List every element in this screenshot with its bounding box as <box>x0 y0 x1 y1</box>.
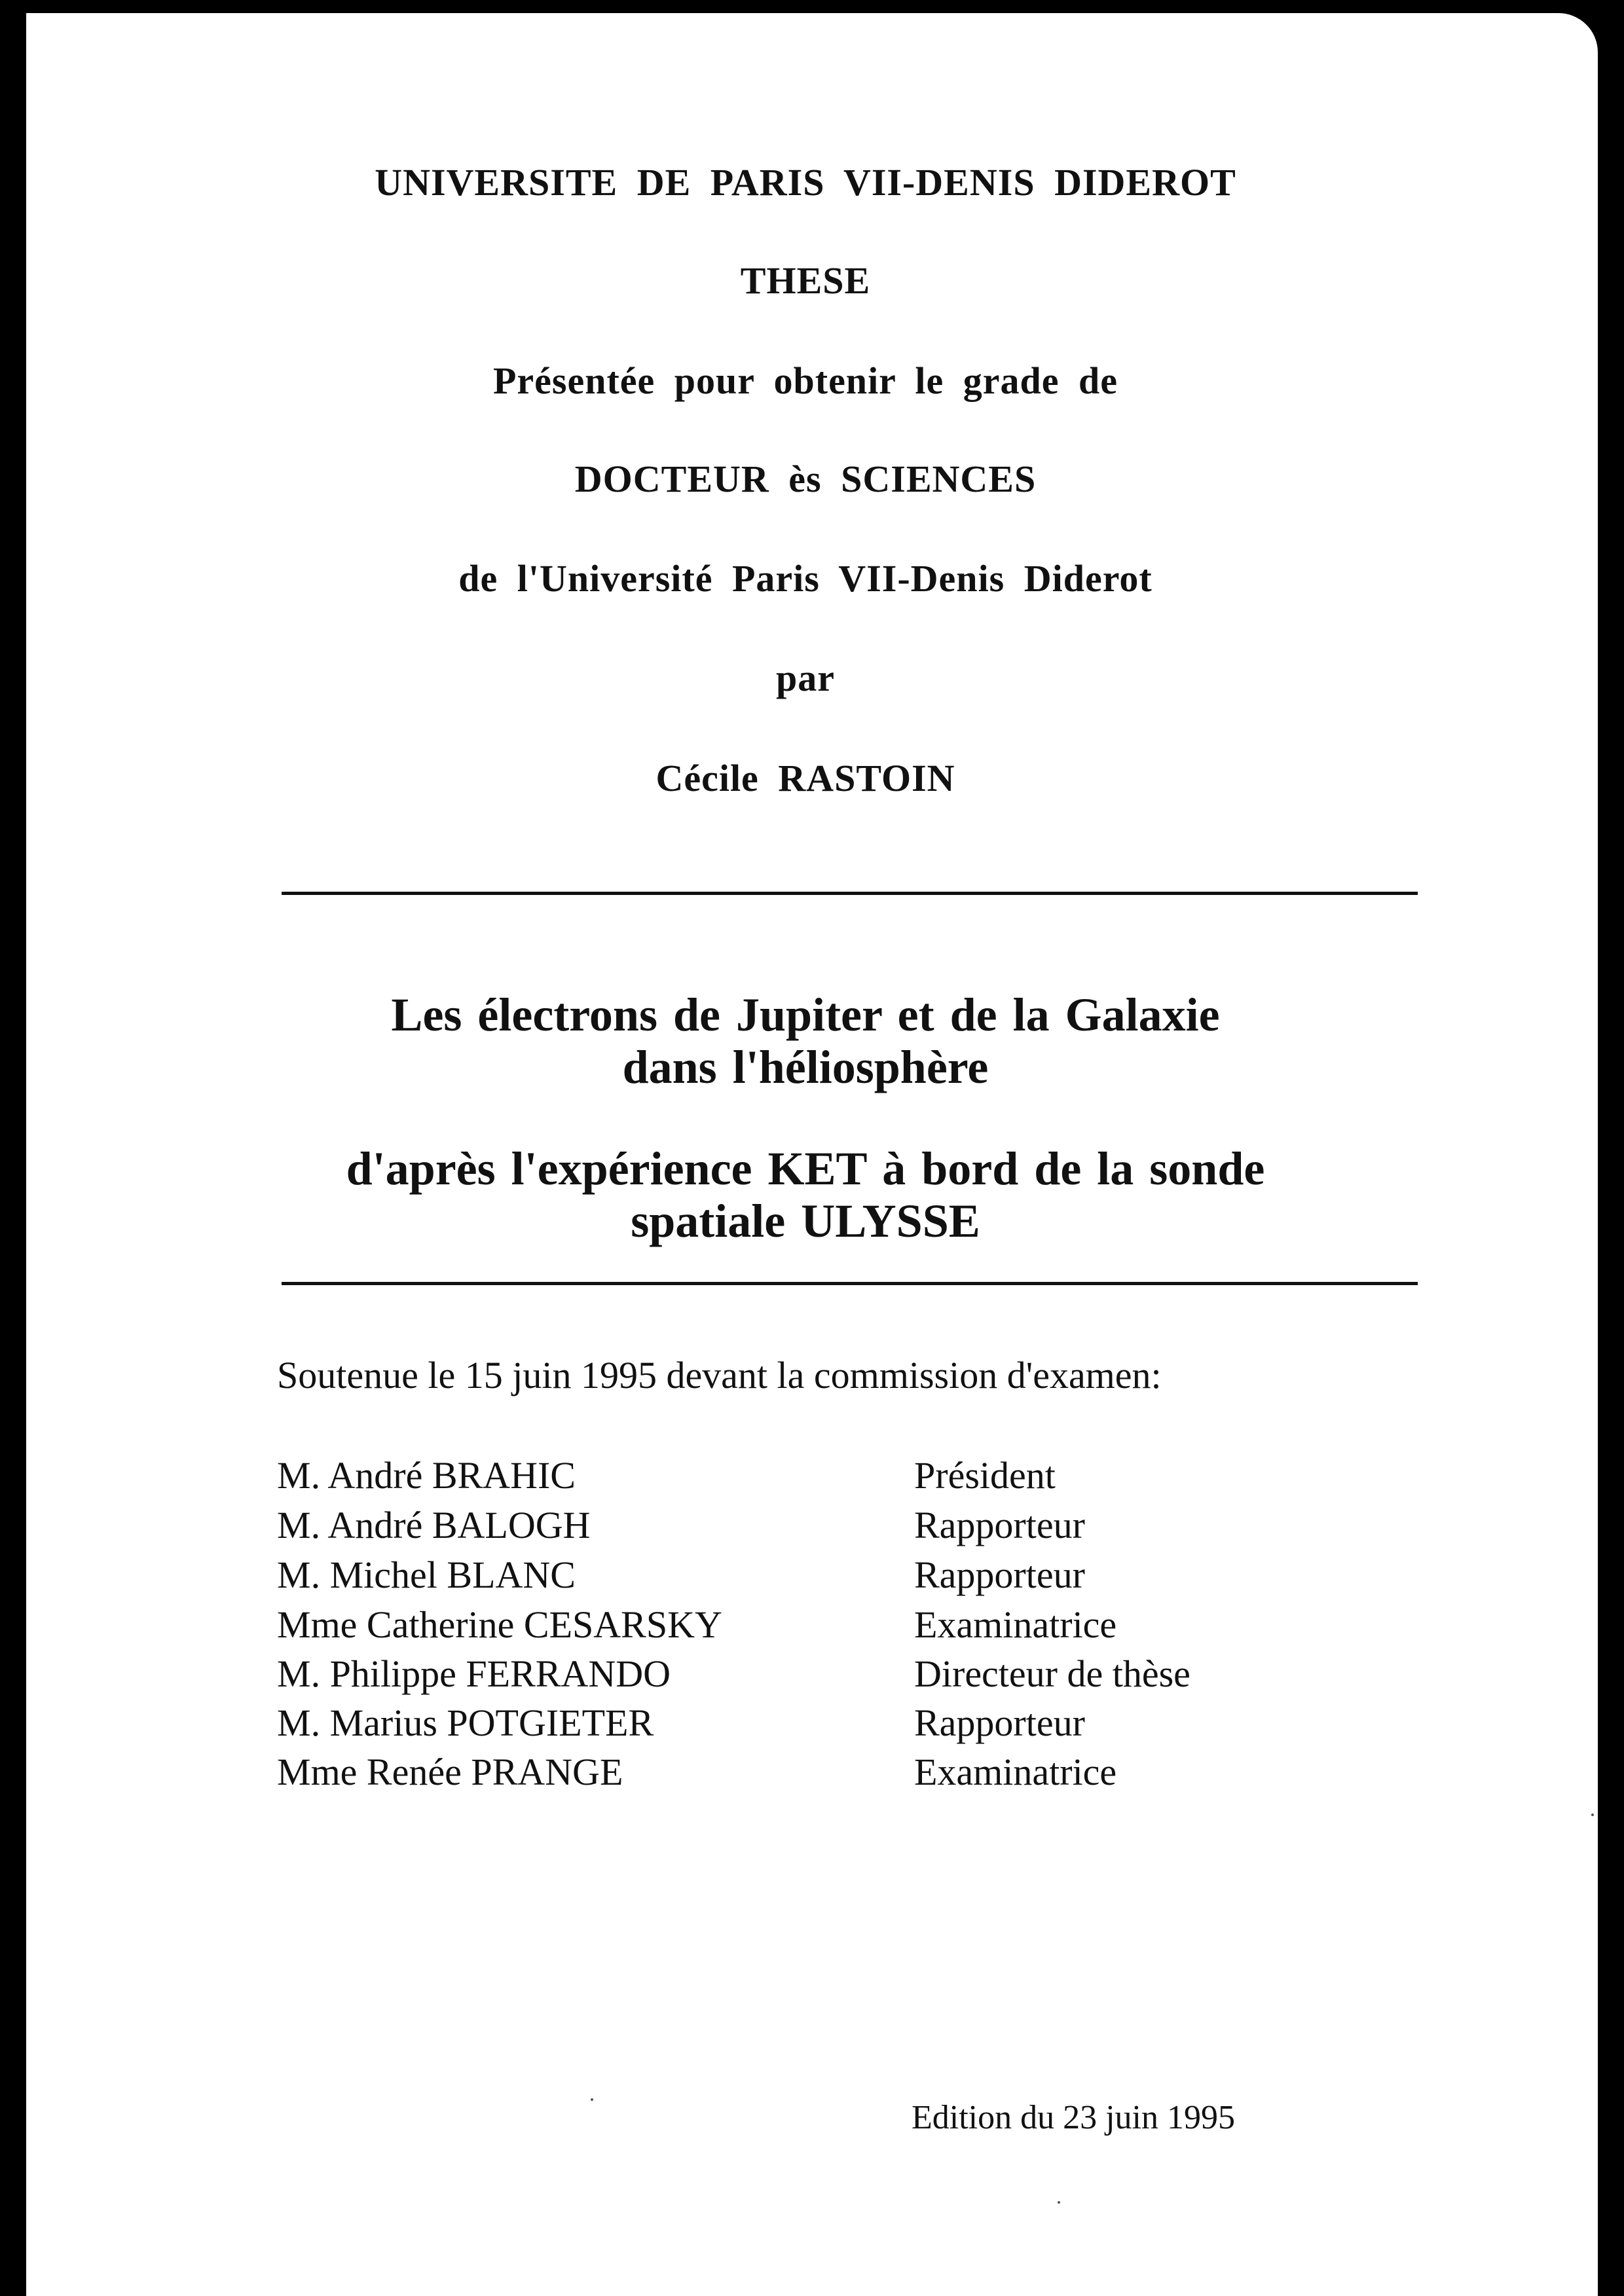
thesis-subtitle-line-1: d'après l'expérience KET à bord de la sonde <box>346 1142 1265 1195</box>
jury-row <box>26 1553 1598 1602</box>
edition-date: Edition du 23 juin 1995 <box>912 2099 1235 2136</box>
thesis-title-line-1: Les électrons de Jupiter et de la Galaxie <box>391 989 1220 1041</box>
document-type: THESE <box>740 259 871 302</box>
jury-row <box>26 1603 1598 1652</box>
author-name: Cécile RASTOIN <box>655 757 955 799</box>
by-text: par <box>776 657 835 699</box>
thesis-title-line-2: dans l'héliosphère <box>622 1041 989 1093</box>
jury-row <box>26 1453 1598 1503</box>
bottom-divider <box>282 1282 1418 1285</box>
jury-row <box>26 1652 1598 1701</box>
jury-member-name: Mme Catherine CESARSKY <box>277 1603 722 1646</box>
degree-title: DOCTEUR ès SCIENCES <box>574 458 1037 500</box>
jury-member-name: M. Marius POTGIETER <box>277 1702 654 1744</box>
title-page <box>26 13 1598 2296</box>
jury-member-role: Président <box>914 1454 1056 1497</box>
jury-row <box>26 1750 1598 1799</box>
scan-speck <box>1591 1813 1594 1816</box>
institution-text: de l'Université Paris VII-Denis Diderot <box>458 557 1153 600</box>
jury-member-role: Rapporteur <box>914 1554 1085 1596</box>
jury-member-role: Examinatrice <box>914 1751 1117 1793</box>
jury-member-role: Directeur de thèse <box>914 1652 1190 1695</box>
jury-member-name: M. Philippe FERRANDO <box>277 1652 671 1695</box>
jury-member-name: Mme Renée PRANGE <box>277 1751 623 1793</box>
jury-row <box>26 1503 1598 1552</box>
university-name: UNIVERSITE DE PARIS VII-DENIS DIDEROT <box>375 161 1236 204</box>
jury-member-name: M. André BRAHIC <box>277 1454 576 1497</box>
top-divider <box>282 892 1418 895</box>
jury-member-role: Rapporteur <box>914 1702 1085 1744</box>
scan-speck <box>591 2098 593 2101</box>
thesis-subtitle-line-2: spatiale ULYSSE <box>631 1195 980 1247</box>
jury-member-role: Rapporteur <box>914 1504 1085 1546</box>
jury-member-role: Examinatrice <box>914 1603 1117 1646</box>
jury-row <box>26 1701 1598 1750</box>
scan-speck <box>1058 2201 1060 2204</box>
defense-statement: Soutenue le 15 juin 1995 devant la commission d'examen: <box>277 1354 1162 1396</box>
presented-for-text: Présentée pour obtenir le grade de <box>493 359 1118 402</box>
jury-member-name: M. Michel BLANC <box>277 1554 576 1596</box>
jury-member-name: M. André BALOGH <box>277 1504 591 1546</box>
